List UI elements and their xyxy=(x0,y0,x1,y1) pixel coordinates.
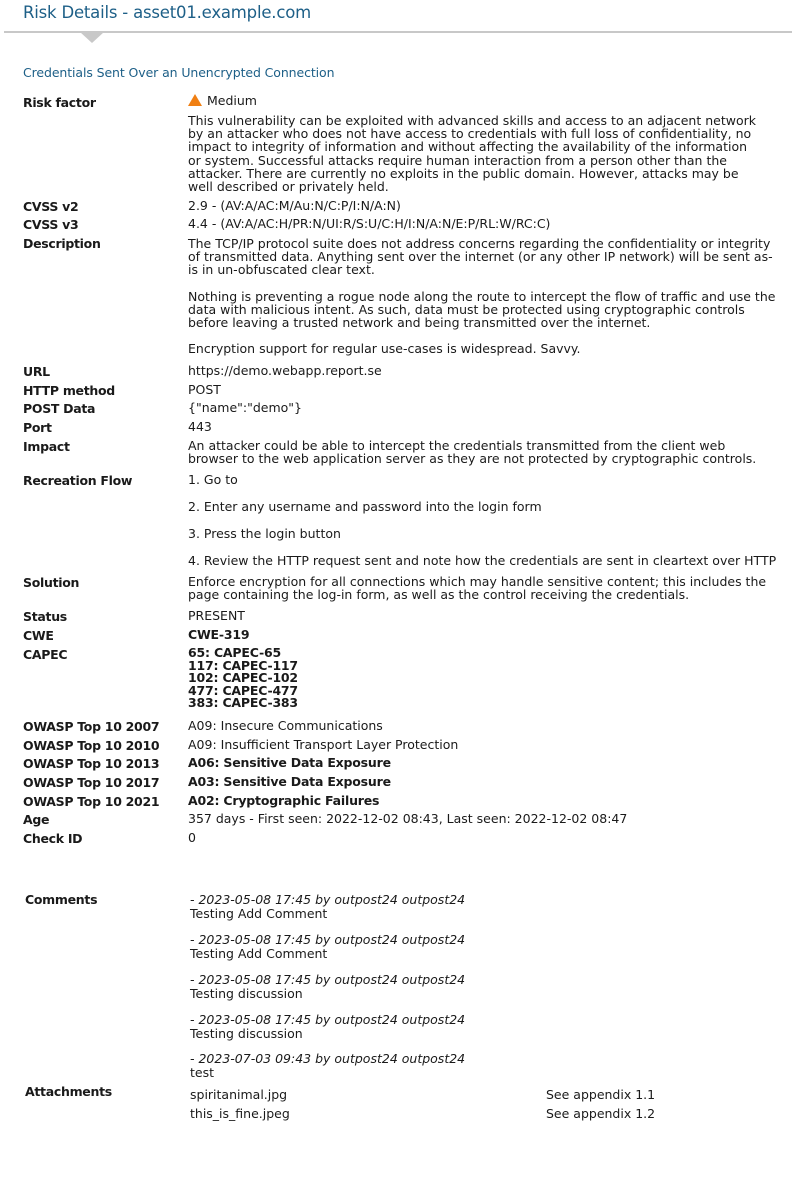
description-paragraph: The TCP/IP protocol suite does not address concerns regarding the confidentiality or integrity of transmitted data. Anything sent over the internet (or any other IP network) will be sent as-is in un-obfuscated clear text. xyxy=(188,236,773,278)
cvss-v2-value: 2.9 - (AV:A/AC:M/Au:N/C:P/I:N/A:N) xyxy=(188,198,401,213)
comment-meta: - 2023-05-08 17:45 by outpost24 outpost24 xyxy=(190,972,466,987)
page-header xyxy=(0,0,792,44)
comment-text: Testing discussion xyxy=(190,985,303,1001)
description-paragraph: Encryption support for regular use-cases is widespread. Savvy. xyxy=(188,341,581,357)
label-check-id: Check ID xyxy=(23,831,83,846)
label-recreation-flow: Recreation Flow xyxy=(23,473,133,488)
label-owasp-2007: OWASP Top 10 2007 xyxy=(23,719,160,734)
label-comments: Comments xyxy=(25,892,98,907)
label-cwe: CWE xyxy=(23,628,54,643)
owasp-2013-value: A06: Sensitive Data Exposure xyxy=(188,755,391,770)
http-method-value: POST xyxy=(188,382,221,397)
comment-meta: - 2023-05-08 17:45 by outpost24 outpost24 xyxy=(190,1012,466,1027)
comment-item xyxy=(190,933,610,960)
flow-step: 3. Press the login button xyxy=(188,526,341,541)
description-value xyxy=(188,237,780,368)
label-status: Status xyxy=(23,609,67,624)
impact-value: An attacker could be able to intercept the credentials transmitted from the client web browser to the web application server as they are not protected by cryptographic controls. xyxy=(188,438,757,467)
post-data-value: {"name":"demo"} xyxy=(188,400,303,415)
label-port: Port xyxy=(23,420,52,435)
recreation-flow-steps xyxy=(188,473,783,581)
flow-step: 1. Go to xyxy=(188,472,238,487)
solution-value: Enforce encryption for all connections which may handle sensitive content; this includes the page containing the log-in form, as well as the control receiving the credentials. xyxy=(188,574,767,603)
label-attachments: Attachments xyxy=(25,1084,112,1099)
owasp-2021-value: A02: Cryptographic Failures xyxy=(188,793,380,808)
label-solution: Solution xyxy=(23,575,80,590)
attachment-name[interactable]: this_is_fine.jpeg xyxy=(190,1106,290,1121)
label-capec: CAPEC xyxy=(23,647,68,662)
capec-item: 477: CAPEC-477 xyxy=(188,682,298,698)
risk-level xyxy=(188,94,783,107)
description-paragraph: Nothing is preventing a rogue node along the route to intercept the flow of traffic and use the data with malicious intent. As such, data must be protected using cryptographic controls before leaving a trusted network and being transmitted over the internet. xyxy=(188,288,776,331)
owasp-2010-value: A09: Insufficient Transport Layer Protection xyxy=(188,737,459,752)
comment-text: Testing Add Comment xyxy=(190,945,328,961)
label-owasp-2021: OWASP Top 10 2021 xyxy=(23,794,160,809)
port-value: 443 xyxy=(188,419,212,434)
risk-level-text: Medium xyxy=(207,93,257,108)
attachment-appendix-ref: See appendix 1.1 xyxy=(546,1087,656,1102)
capec-item: 65: CAPEC-65 xyxy=(188,645,281,660)
check-id-value: 0 xyxy=(188,830,196,845)
attachment-appendix-ref: See appendix 1.2 xyxy=(546,1106,656,1121)
capec-item: 383: CAPEC-383 xyxy=(188,695,298,710)
label-description: Description xyxy=(23,236,101,251)
url-value: https://demo.webapp.report.se xyxy=(188,363,382,378)
label-post-data: POST Data xyxy=(23,401,96,416)
header-divider xyxy=(4,31,792,33)
flow-step: 4. Review the HTTP request sent and note how the credentials are sent in cleartext over HTTP xyxy=(188,553,777,568)
header-pointer-icon xyxy=(80,32,104,43)
capec-item: 117: CAPEC-117 xyxy=(188,657,298,673)
owasp-2007-value: A09: Insecure Communications xyxy=(188,718,383,733)
comment-item xyxy=(190,893,610,920)
comment-meta: - 2023-05-08 17:45 by outpost24 outpost24 xyxy=(190,892,466,907)
comment-item xyxy=(190,973,610,1000)
label-risk-factor: Risk factor xyxy=(23,95,96,110)
label-cvss-v2: CVSS v2 xyxy=(23,199,79,214)
label-http-method: HTTP method xyxy=(23,383,115,398)
attachment-name[interactable]: spiritanimal.jpg xyxy=(190,1087,288,1102)
label-owasp-2010: OWASP Top 10 2010 xyxy=(23,738,160,753)
label-cvss-v3: CVSS v3 xyxy=(23,217,79,232)
warning-icon xyxy=(188,94,202,106)
age-value: 357 days - First seen: 2022-12-02 08:43, Last seen: 2022-12-02 08:47 xyxy=(188,811,628,826)
label-age: Age xyxy=(23,812,50,827)
comment-item xyxy=(190,1052,610,1079)
label-owasp-2017: OWASP Top 10 2017 xyxy=(23,775,160,790)
comment-text: Testing Add Comment xyxy=(190,905,328,921)
comment-meta: - 2023-07-03 09:43 by outpost24 outpost24 xyxy=(190,1051,466,1066)
owasp-2017-value: A03: Sensitive Data Exposure xyxy=(188,774,391,789)
risk-title: Credentials Sent Over an Unencrypted Connection xyxy=(23,65,335,80)
cwe-value: CWE-319 xyxy=(188,627,250,642)
flow-step: 2. Enter any username and password into the login form xyxy=(188,499,542,514)
label-owasp-2013: OWASP Top 10 2013 xyxy=(23,756,160,771)
capec-list xyxy=(188,647,783,710)
comment-text: test xyxy=(190,1064,215,1080)
comment-item xyxy=(190,1013,610,1040)
risk-factor-text: This vulnerability can be exploited with advanced skills and access to an adjacent network by an attacker who does not have access to credentials with full loss of confidentiality, no impact to integrity of information and without affecting the availability of the information or system. Successful attacks require human interaction from a person other than the attacker. There are currently no exploits in the public domain. However, attacks may be well described or privately held. xyxy=(188,113,756,195)
status-value: PRESENT xyxy=(188,608,245,623)
cvss-v3-value: 4.4 - (AV:A/AC:H/PR:N/UI:R/S:U/C:H/I:N/A:N/E:P/RL:W/RC:C) xyxy=(188,216,551,231)
page-title: Risk Details - asset01.example.com xyxy=(23,3,311,22)
label-url: URL xyxy=(23,364,50,379)
comment-meta: - 2023-05-08 17:45 by outpost24 outpost24 xyxy=(190,932,466,947)
capec-item: 102: CAPEC-102 xyxy=(188,670,298,685)
label-impact: Impact xyxy=(23,439,70,454)
comment-text: Testing discussion xyxy=(190,1025,303,1041)
